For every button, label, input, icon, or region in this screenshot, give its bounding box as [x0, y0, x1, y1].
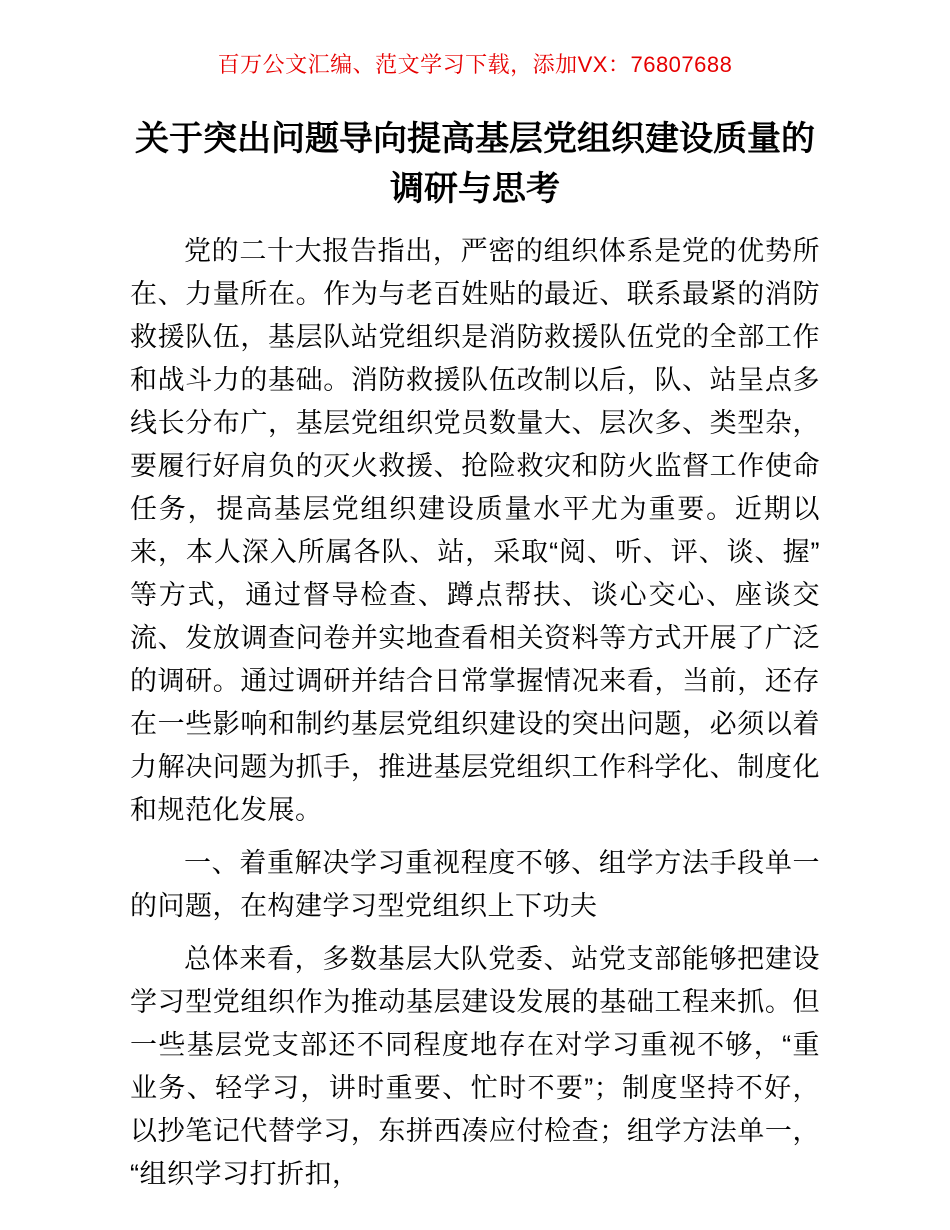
document-title: 关于突出问题导向提高基层党组织建设质量的调研与思考 — [135, 120, 815, 208]
header-notice: 百万公文汇编、范文学习下载，添加VX：76807688 — [217, 52, 733, 77]
body-paragraph-intro: 党的二十大报告指出，严密的组织体系是党的优势所在、力量所在。作为与老百姓贴的最近、联系最紧的消防救援队伍，基层队站党组织是消防救援队伍党的全部工作和战斗力的基础。消防救援队伍改制以后，队、站呈点多线长分布广，基层党组织党员数量大、层次多、类型杂，要履行好肩负的灭火救援、抢险救灾和防火监督工作使命任务，提高基层党组织建设质量水平尤为重要。近期以来，本人深入所属各队、站，采取“阅、听、评、谈、握”等方式，通过督导检查、蹲点帮扶、谈心交心、座谈交流、发放调查问卷并实地查看相关资料等方式开展了广泛的调研。通过调研并结合日常掌握情况来看，当前，还存在一些影响和制约基层党组织建设的突出问题，必须以着力解决问题为抓手，推进基层党组织工作科学化、制度化和规范化发展。 — [130, 236, 820, 825]
document-body — [130, 230, 820, 1196]
body-paragraph-section-one: 总体来看，多数基层大队党委、站党支部能够把建设学习型党组织作为推动基层建设发展的基础工程来抓。但一些基层党支部还不同程度地存在对学习重视不够，“重业务、轻学习，讲时重要、忙时不要”；制度坚持不好，以抄笔记代替学习，东拼西凑应付检查；组学方法单一，“组织学习打折扣， — [130, 944, 820, 1189]
section-heading-one: 一、着重解决学习重视程度不够、组学方法手段单一的问题，在构建学习型党组织上下功夫 — [130, 848, 820, 921]
